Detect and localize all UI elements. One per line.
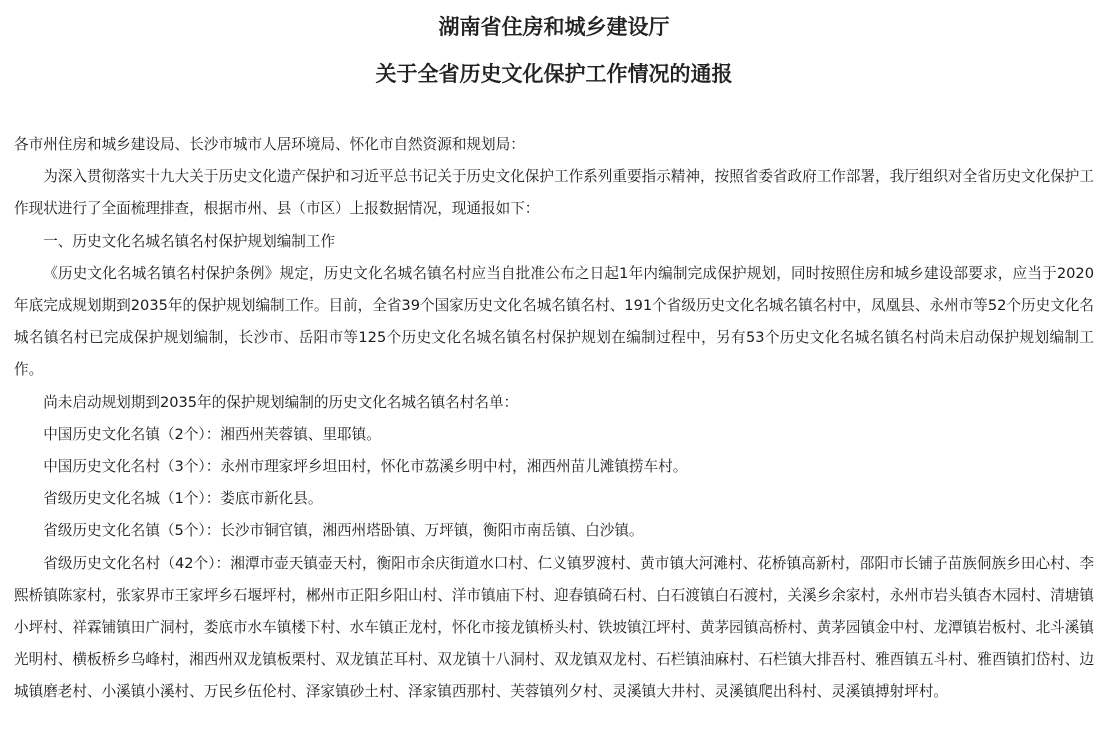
document-body <box>14 129 1094 709</box>
section-paragraph: 《历史文化名城名镇名村保护条例》规定，历史文化名城名镇名村应当自批准公布之日起1年内编制完成保护规划，同时按照住房和城乡建设部要求，应当于2020年底完成规划期到2035年的保护规划编制工作。目前，全省39个国家历史文化名城名镇名村、191个省级历史文化名城名镇名村中，凤凰县、永州市等52个历史文化名城名镇名村已完成保护规划编制，长沙市、岳阳市等125个历史文化名城名镇名村保护规划在编制过程中，另有53个历史文化名城名镇名村尚未启动保护规划编制工作。 <box>14 264 1094 379</box>
addressee: 各市州住房和城乡建设局、长沙市城市人居环境局、怀化市自然资源和规划局： <box>14 136 525 153</box>
list-item-provincial-villages: 省级历史文化名村（42个）：湘潭市壶天镇壶天村，衡阳市余庆街道水口村、仁义镇罗渡村、黄市镇大河滩村、花桥镇高新村，邵阳市长铺子苗族侗族乡田心村、李熙桥镇陈家村，张家界市王家坪乡石堰坪村，郴州市正阳乡阳山村、洋市镇庙下村、迎春镇碕石村、白石渡镇白石渡村，关溪乡余家村，永州市岩头镇杏木园村、清塘镇小坪村、祥霖铺镇田广洞村，娄底市水车镇楼下村、水车镇正龙村，怀化市接龙镇桥头村、铁坡镇江坪村、黄茅园镇高桥村、黄茅园镇金中村、龙潭镇岩板村、北斗溪镇光明村、横板桥乡乌峰村，湘西州双龙镇板栗村、双龙镇芷耳村、双龙镇十八洞村、双龙镇双龙村、石栏镇油麻村、石栏镇大排吾村、雅酉镇五斗村、雅酉镇扪岱村、边城镇磨老村、小溪镇小溪村、万民乡伍伦村、泽家镇砂土村、泽家镇西那村、芙蓉镇列夕村、灵溪镇大井村、灵溪镇爬出科村、灵溪镇搏射坪村。 <box>14 554 1094 701</box>
document <box>14 14 1094 709</box>
list-item-provincial-cities: 省级历史文化名城（1个）：娄底市新化县。 <box>43 490 323 508</box>
list-intro: 尚未启动规划期到2035年的保护规划编制的历史文化名城名镇名村名单： <box>43 393 519 411</box>
list-item-national-villages: 中国历史文化名村（3个）：永州市理家坪乡坦田村，怀化市荔溪乡明中村，湘西州苗儿滩镇捞车村。 <box>43 458 688 476</box>
list-item-national-towns: 中国历史文化名镇（2个）：湘西州芙蓉镇、里耶镇。 <box>43 425 381 443</box>
list-item-provincial-towns: 省级历史文化名镇（5个）：长沙市铜官镇，湘西州塔卧镇、万坪镇，衡阳市南岳镇、白沙镇。 <box>43 522 644 540</box>
document-title-line2: 关于全省历史文化保护工作情况的通报 <box>375 62 733 86</box>
intro-paragraph: 为深入贯彻落实十九大关于历史文化遗产保护和习近平总书记关于历史文化保护工作系列重要指示精神，按照省委省政府工作部署，我厅组织对全省历史文化保护工作现状进行了全面梳理排查，根据市州、县（市区）上报数据情况，现通报如下： <box>14 168 1094 218</box>
document-title-line1: 湖南省住房和城乡建设厅 <box>438 15 670 39</box>
section-heading: 一、历史文化名城名镇名村保护规划编制工作 <box>43 232 336 250</box>
